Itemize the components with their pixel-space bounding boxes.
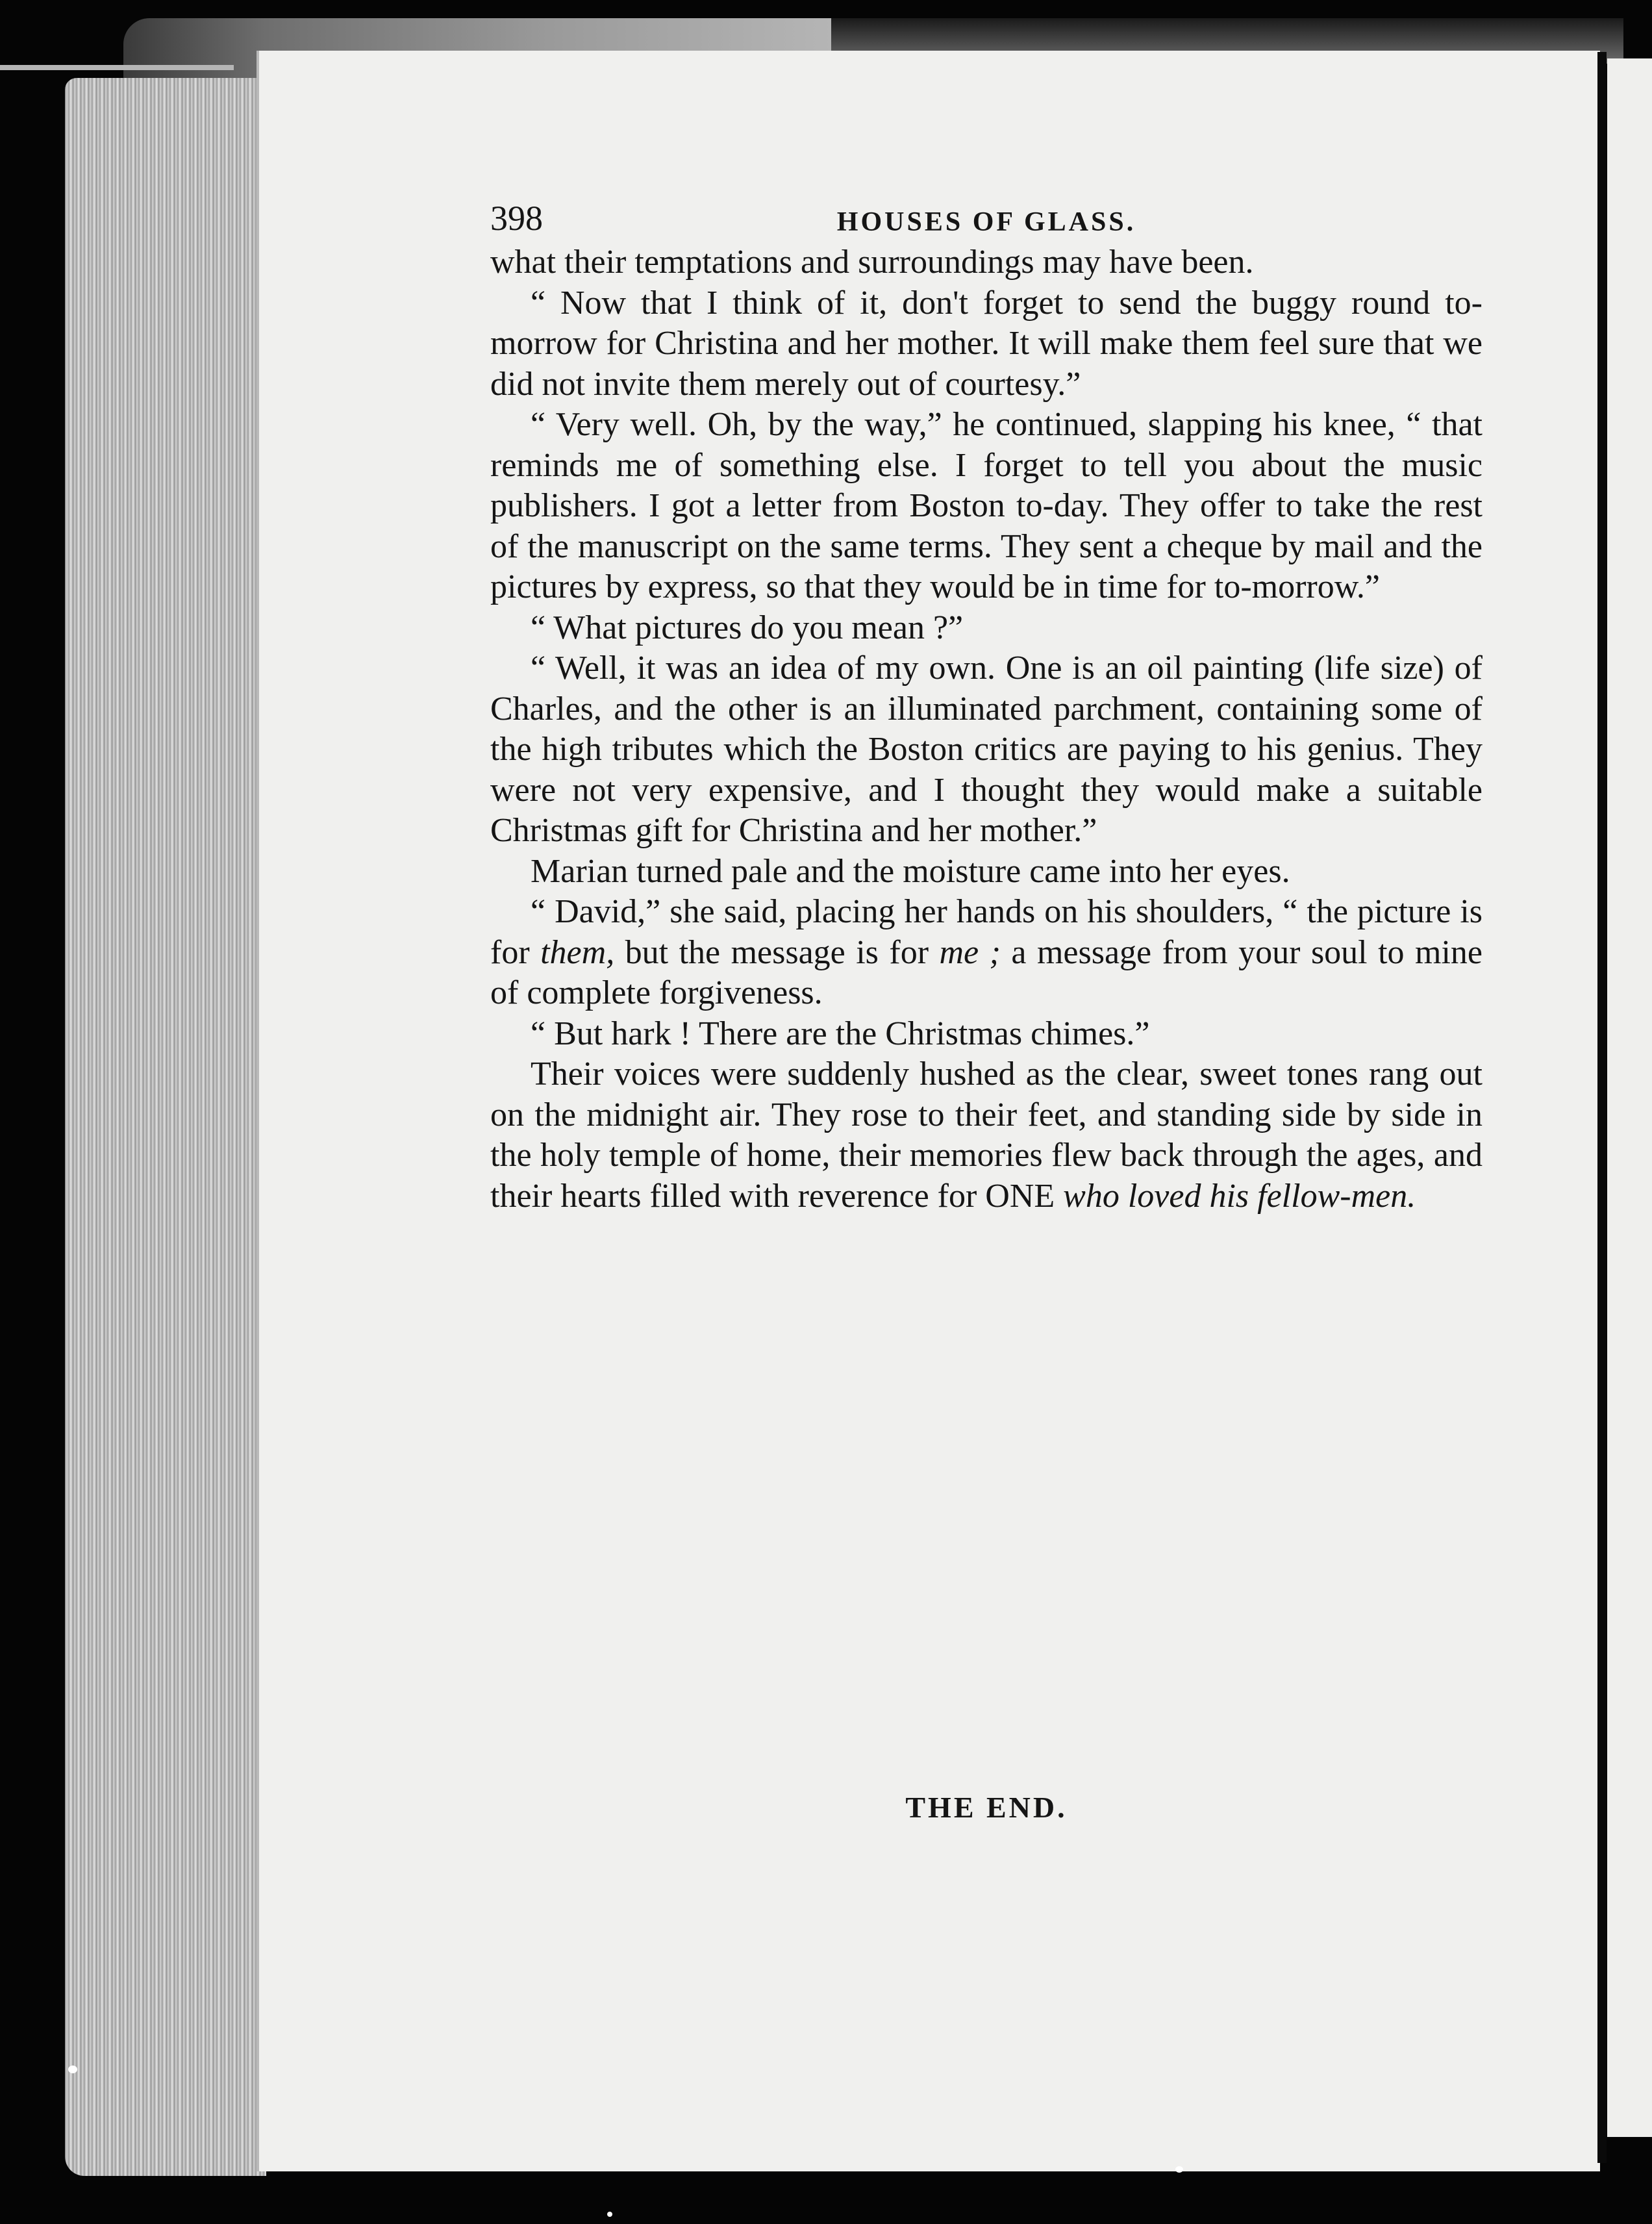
page-stack-edge (65, 78, 266, 2176)
paragraph-4: “ What pictures do you mean ?” (531, 609, 964, 646)
david-emphasis-them: them, (540, 933, 615, 971)
scan-speck (68, 2066, 77, 2073)
scan-speck (607, 2212, 612, 2217)
page-number: 398 (490, 199, 543, 238)
final-emphasis: who loved his fellow-men. (1063, 1177, 1416, 1215)
david-emphasis-me: me ; (939, 933, 1001, 971)
paragraph-5: “ Well, it was an idea of my own. One is an oil painting (life size) of Charles, and the other is an illuminated parchment, containing some of the high tributes which the Boston critics are paying to his genius. They were not very expensive, and I thought they would make a suitable Christmas gift for Christina and her mother.” (490, 650, 1483, 849)
running-head-title: HOUSES OF GLASS. (836, 207, 1136, 237)
page-gutter (1597, 52, 1607, 2163)
page-text-block (490, 198, 1483, 1217)
scan-speck (1175, 2166, 1183, 2173)
david-text-1: “ David,” she said, placing her hands on his shoulders, “ the picture is for (490, 893, 1483, 971)
facing-page-edge (1607, 58, 1652, 2137)
paragraph-final (490, 1054, 1483, 1217)
paragraph-6: Marian turned pale and the moisture came into her eyes. (531, 852, 1290, 890)
paragraph-hark: “ But hark ! There are the Christmas chimes.” (531, 1015, 1150, 1052)
final-text: Their voices were suddenly hushed as the clear, sweet tones rang out on the midnight air. They rose to their feet, and standing side by side in the holy temple of home, their memories flew back through the ages, and their hearts filled with reverence for ONE (490, 1055, 1483, 1215)
paragraph-2: “ Now that I think of it, don't forget to send the buggy round to-morrow for Christina and her mother. It will make them feel sure that we did not invite them merely out of courtesy.” (490, 284, 1483, 403)
david-text-3: a message from your soul to mine of complete forgiveness. (490, 933, 1483, 1011)
the-end-mark: THE END. (905, 1791, 1068, 1824)
scan-strip (0, 65, 234, 70)
paragraph-david (490, 892, 1483, 1014)
running-head (490, 198, 1483, 238)
paragraph-3: “ Very well. Oh, by the way,” he continued, slapping his knee, “ that reminds me of something else. I forget to tell you about the music publishers. I got a letter from Boston to-day. They offer to take the rest of the manuscript on the same terms. They sent a cheque by mail and the pictures by express, so that they would be in time for to-morrow.” (490, 406, 1483, 605)
paragraph-1: what their temptations and surroundings may have been. (490, 244, 1254, 281)
david-text-2: but the message is for (614, 933, 940, 971)
